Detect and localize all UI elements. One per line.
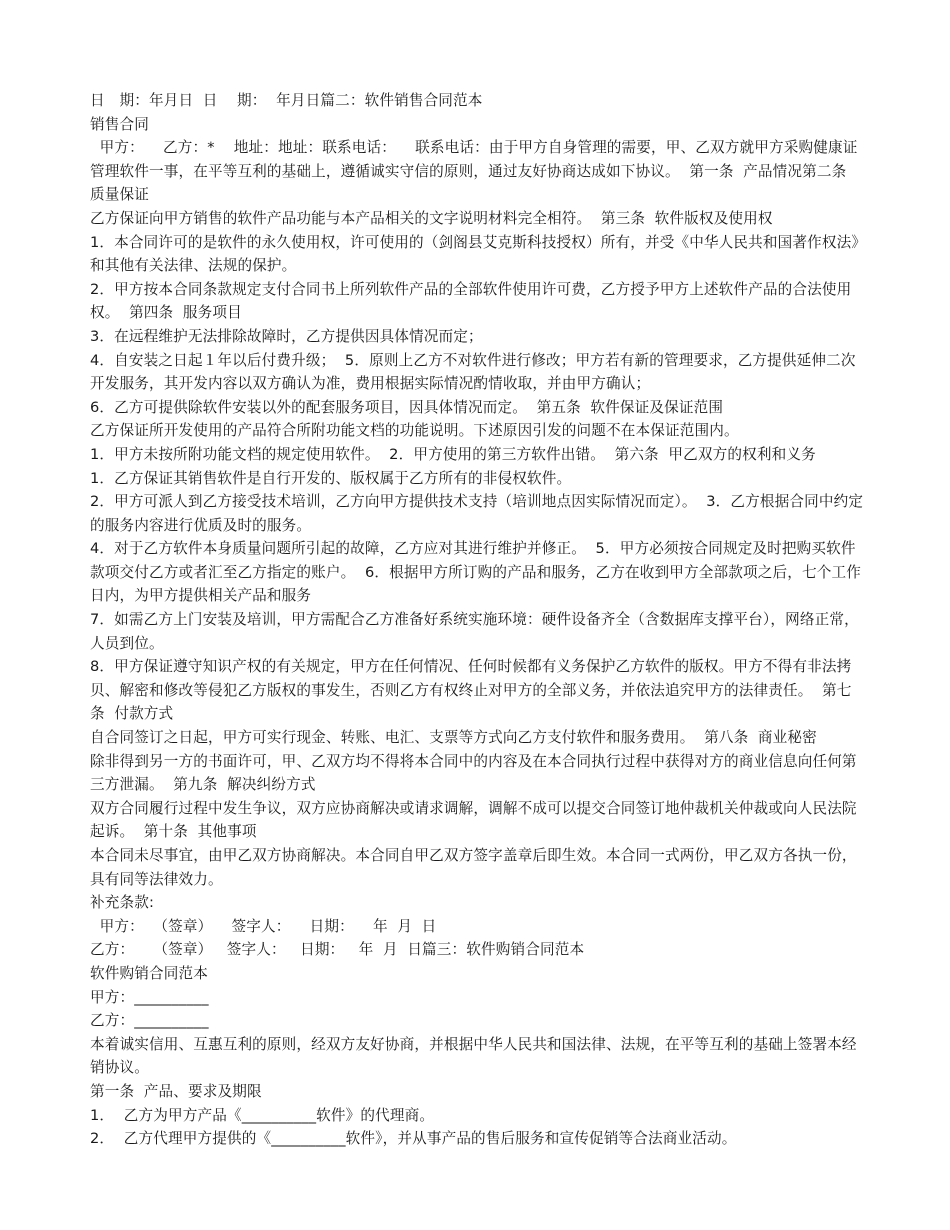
text-line: 乙方保证向甲方销售的软件产品功能与本产品相关的文字说明材料完全相符。 第三条 软件版权及使用权 [90, 209, 773, 227]
text-line: 软件购销合同范本 [90, 964, 208, 982]
text-line: 销售合同 [90, 115, 149, 133]
text-line: 2．甲方可派人到乙方接受技术培训，乙方向甲方提供技术支持（培训地点因实际情况而定）。 3．乙方根据合同中约定的服务内容进行优质及时的服务。 [90, 493, 864, 534]
text-line: 自合同签订之日起，甲方可实行现金、转账、电汇、支票等方式向乙方支付软件和服务费用。 第八条 商业秘密 [90, 729, 817, 747]
text-line: 本合同未尽事宜，由甲乙双方协商解决。本合同自甲乙双方签字盖章后即生效。本合同一式两份，甲乙双方各执一份，具有同等法律效力。 [90, 847, 857, 888]
text-line: 4．对于乙方软件本身质量问题所引起的故障，乙方应对其进行维护并修正。 5．甲方必须按合同规定及时把购买软件款项交付乙方或者汇至乙方指定的账户。 6．根据甲方所订购的产品和服务，乙方在收到甲方全部款项之后，七个工作日内，为甲方提供相关产品和服务 [90, 540, 861, 605]
document-body [90, 89, 865, 1151]
text-line: 补充条款: [90, 894, 155, 912]
text-line: 1．甲方未按所附功能文档的规定使用软件。 2．甲方使用的第三方软件出错。 第六条 甲乙双方的权利和义务 [90, 445, 816, 463]
text-line: 日 期：年月日 日 期： 年月日篇二：软件销售合同范本 [90, 92, 483, 109]
text-line: 乙方保证所开发使用的产品符合所附功能文档的功能说明。下述原因引发的问题不在本保证范围内。 [90, 422, 739, 440]
text-line: 甲方：__________ [90, 988, 209, 1006]
text-line: 3．在远程维护无法排除故障时，乙方提供因具体情况而定； [90, 327, 483, 345]
text-line: 2． 乙方代理甲方提供的《__________软件》，并从事产品的售后服务和宣传促销等合法商业活动。 [90, 1130, 737, 1148]
text-line: 甲方： （签章） 签字人： 日期： 年 月 日 [90, 917, 437, 935]
text-line: 本着诚实信用、互惠互利的原则，经双方友好协商，并根据中华人民共和国法律、法规，在平等互利的基础上签署本经销协议。 [90, 1035, 857, 1077]
text-line: 乙方： （签章） 签字人： 日期： 年 月 日篇三：软件购销合同范本 [90, 941, 585, 959]
text-line: 6．乙方可提供除软件安装以外的配套服务项目，因具体情况而定。 第五条 软件保证及保证范围 [90, 398, 724, 416]
text-line: 乙方：__________ [90, 1012, 209, 1030]
text-line: 8．甲方保证遵守知识产权的有关规定，甲方在任何情况、任何时候都有义务保护乙方软件的版权。甲方不得有非法拷贝、解密和修改等侵犯乙方版权的事发生，否则乙方有权终止对甲方的全部义务，并依法追究甲方的法律责任。 第七条 付款方式 [90, 658, 852, 723]
text-line: 1．乙方保证其销售软件是自行开发的、版权属于乙方所有的非侵权软件。 [90, 469, 572, 487]
text-line: 双方合同履行过程中发生争议，双方应协商解决或请求调解，调解不成可以提交合同签订地仲裁机关仲裁或向人民法院起诉。 第十条 其他事项 [90, 799, 857, 841]
text-line: 2．甲方按本合同条款规定支付合同书上所列软件产品的全部软件使用许可费，乙方授予甲方上述软件产品的合法使用权。 第四条 服务项目 [90, 280, 852, 322]
text-line: 7．如需乙方上门安装及培训，甲方需配合乙方准备好系统实施环境：硬件设备齐全（含数据库支撑平台），网络正常，人员到位。 [90, 611, 859, 652]
text-line: 1．本合同许可的是软件的永久使用权，许可使用的（剑阁县艾克斯科技授权）所有，并受《中华人民共和国著作权法》和其他有关法律、法规的保护。 [90, 233, 859, 275]
text-line: 甲方： 乙方：* 地址：地址：联系电话： 联系电话：由于甲方自身管理的需要，甲、乙双方就甲方采购健康证管理软件一事，在平等互利的基础上，遵循诚实守信的原则，通过友好协商达成如下协议。 第一条 产品情况第二条 质量保证 [90, 139, 858, 204]
text-line: 第一条 产品、要求及期限 [90, 1082, 262, 1100]
text-line: 除非得到另一方的书面许可，甲、乙双方均不得将本合同中的内容及在本合同执行过程中获得对方的商业信息向任何第三方泄漏。 第九条 解决纠纷方式 [90, 752, 857, 794]
text-line: 1． 乙方为甲方产品《__________软件》的代理商。 [90, 1106, 435, 1124]
text-line: 4．自安装之日起１年以后付费升级； 5．原则上乙方不对软件进行修改；甲方若有新的管理要求，乙方提供延伸二次开发服务，其开发内容以双方确认为准，费用根据实际情况酌情收取，并由甲方确认； [90, 351, 856, 393]
